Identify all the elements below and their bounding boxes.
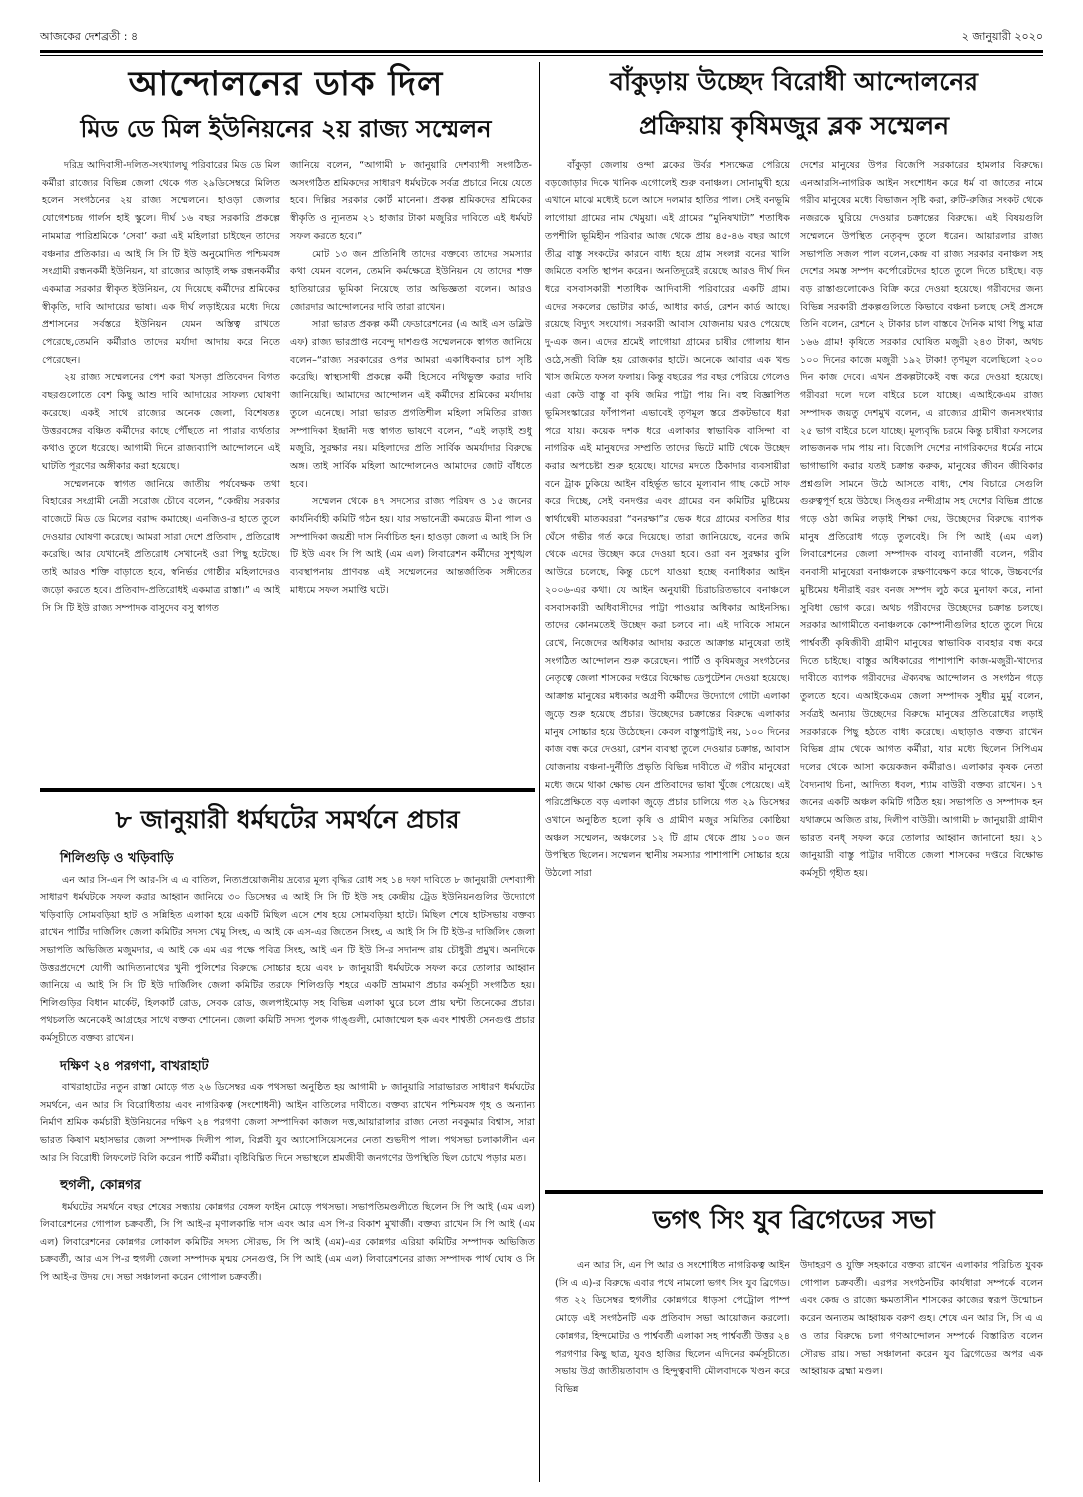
article-bankura [545, 62, 1043, 146]
section-separator [40, 788, 535, 792]
article-bhagat-column-2 [800, 1257, 1043, 1381]
section-separator [545, 1190, 1043, 1194]
paragraph: ধর্মঘটের সমর্থনে বছর শেষের সন্ধ্যায় কোন্নগর বেঙ্গল ফাইন মোড়ে পথসভা। সভাপতিমণ্ডলীতে ছিলেন সি পি আই (এম এল) লিবারেশনের গোপাল চক্রবর্তী, সি পি আই-র মৃণালকান্তি দাস এবং আর এস পি-র বিকাশ মুখার্জী। বক্তব্য রাখেন সি পি আই (এম এল) লিবারেশনের কোন্নগর লোকাল কমিটির সদস্য সৌরভ, সি পি আই (এম)-এর কোন্নগর এরিয়া কমিটির সম্পাদক অভিজিত চক্রবর্তী, আর এস পি-র হুগলী জেলা সম্পাদক মৃন্ময় সেনগুপ্ত, সি পি আই (এম এল) লিবারেশনের রাজ্য সম্পাদক পার্থ ঘোষ ও সি পি আই-র উদয় দে। সভা সঞ্চালনা করেন গোপাল চক্রবর্তী। [40, 1201, 535, 1284]
section-title: শিলিগুড়ি ও খড়িবাড়ি [60, 851, 174, 866]
paragraph: ২য় রাজ্য সম্মেলনের পেশ করা খসড়া প্রতিবেদন বিগত বছরগুলোতে বেশ কিছু আশু দাবি আদায়ের সাফল্য ঘোষণা করেছে। একই সাথে রাজ্যের অনেক জেলা, বিশেষতঃ উত্তরবঙ্গের বঞ্চিত কর্মীদের কাছে পৌঁছতে না পারার ব্যর্থতার কথাও তুলে ধরেছে। আগামী দিনে রাজ্যব্যাপি আন্দোলনে এই ঘাটতি পূরণের অঙ্গীকার করা হয়েছে। [42, 372, 280, 472]
column-divider [539, 62, 540, 1482]
article-bankura-column-2 [800, 157, 1043, 1177]
paragraph: সম্মেলনকে স্বাগত জানিয়ে জাতীয় পর্যবেক্ষক তথা বিহারের সংগ্রামী নেত্রী সরোজ চৌবে বলেন, “কেন্দ্রীয় সরকার বাজেটে মিড ডে মিলের বরাদ্দ কমাচ্ছে। এনজিও-র হাতে তুলে দেওয়ার ঘোষণা করেছে। আমরা সারা দেশে প্রতিবাদ , প্রতিরোধ করেছি। আর যেখানেই প্রতিরোধ সেখানেই ওরা পিছু হটেছে। তাই আরও শক্তি বাড়াতে হবে, স্বনির্ভর গোষ্ঠীর মহিলাদেরও জড়ো করতে হবে। প্রতিবাদ-প্রতিরোধই একমাত্র রাস্তা।” এ আই সি সি টি ইউ রাজ্য সম্পাদক বাসুদেব বসু স্বাগত [42, 478, 280, 614]
subheadline: মিড ডে মিল ইউনিয়নের ২য় রাজ্য সম্মেলন [80, 115, 492, 143]
publication-page-label: আজকের দেশব্রতী : ৪ [40, 30, 139, 43]
masthead-rule [40, 50, 1043, 53]
paragraph: সম্মেলন থেকে ৪৭ সদস্যের রাজ্য পরিষদ ও ১৫ জনের কার্যনির্বাহী কমিটি গঠন হয়। যার সভানেত্রী কমরেড মীনা পাল ও সম্পাদিকা জয়শ্রী দাস নির্বাচিত হন। হাওড়া জেলা এ আই সি সি টি ইউ এবং সি পি আই (এম এল) লিবারেশন কর্মীদের সুশৃঙ্খল ব্যবস্থাপনায় প্রাণবন্ত এই সম্মেলনের আন্তর্জাতিক সঙ্গীতের মাধ্যমে সফল সমাপ্তি ঘটে। [290, 496, 532, 596]
headline-line-1: বাঁকুড়ায় উচ্ছেদ বিরোধী আন্দোলনের [609, 67, 979, 96]
masthead-rule-thin [40, 55, 1043, 56]
headline-line-2: প্রক্রিয়ায় কৃষিমজুর ব্লক সম্মেলন [638, 111, 950, 140]
strike-section-siliguri [40, 850, 535, 1048]
section-title: হুগলী, কোন্নগর [60, 1178, 141, 1194]
paragraph: বাখরাহাটের নতুন রাস্তা মোড়ে গত ২৬ ডিসেম্বর এক পথসভা অনুষ্ঠিত হয় আগামী ৮ জানুয়ারি সারাভারত সাধারণ ধর্মঘটের সমর্থনে, এন আর সি বিরোধিতায় এবং নাগরিকত্ব (সংশোধনী) আইন বাতিলের দাবীতে। বক্তব্য রাখেন পশ্চিমবঙ্গ গৃহ ও অন্যান্য নির্মাণ শ্রমিক কর্মচারী ইউনিয়নের দক্ষিণ ২৪ পরগণা জেলা সম্পাদিকা কাজল দত্ত,আয়ারালার রাজ্য নেতা নবকুমার বিশ্বাস, সারা ভারত কিষাণ মহাসভার জেলা সম্পাদক দিলীপ পাল, বিপ্লবী যুব অ্যাসোসিয়েসনের নেতা শুভদীপ পাল। পথসভা চলাকালীন এন আর সি বিরোধী লিফলেট বিলি করেন পার্টি কর্মীরা। বৃষ্টিবিঘ্নিত দিনে সভাস্থলে শ্রমজীবী জনগণের উপস্থিতি ছিল চোখে পড়ার মত। [40, 1082, 535, 1164]
paragraph: এন আর সি-এন পি আর-সি এ এ বাতিল, নিত্যপ্রয়োজনীয় দ্রব্যের মূল্য বৃদ্ধির রোধ সহ ১৪ দফা দাবিতে ৮ জানুয়ারী দেশব্যাপী সাধারণ ধর্মঘটকে সফল করার আহ্বান জানিয়ে ৩০ ডিসেম্বর এ আই সি সি টি ইউ সহ কেন্দ্রীয় ট্রেড ইউনিয়নগুলির উদ্যোগে খড়িবাড়ি সোমবড়িয়া হাট ও সন্নিহিত এলাকা হয়ে একটি মিছিল এসে শেষ হয়ে সোমবড়িয়া হাটে। মিছিল শেষে হাটসভায় বক্তব্য রাখেন পার্টির দার্জিলিং জেলা কমিটির সদস্য খেমু সিংহ, এ আই কে এস-এর জিতেন সিংহ, এ আই সি সি টি ইউ-র দার্জিলিং জেলা সভাপতি অভিজিত মজুমদার, এ আই কে এম এর পক্ষে পবিত্র সিংহ, আই এন টি ইউ সি-র সদানন্দ রায় চৌধুরী প্রমুখ। অনদিকে উত্তরপ্রদেশে যোগী আদিত্যনাথের খুনী পুলিশের বিরুদ্ধে সোচ্চার হয়ে এবং ৮ জানুয়ারী ধর্মঘটকে সফল করে তোলার আহ্বান জানিয়ে এ আই সি সি টি ইউ দার্জিলিং জেলা কমিটির তরফে শিলিগুড়ি শহরে একটি ভ্রামমাণ প্রচার কর্মসূচী সংগঠিত হয়। শিলিগুড়ির বিধান মার্কেট, হিলকার্ট রোড, সেবক রোড, জলপাইমোড় সহ বিভিন্ন এলাকা ঘুরে চলে প্রায় ঘন্টা তিনেকের প্রচার। পথচলতি অনেকেই আগ্রহের সাথে বক্তব্য শোনেন। জেলা কমিটি সদস্য পুলক গাঙ্গুলী, মোজাম্মেল হক এবং শাশ্বতী সেনগুপ্ত প্রচার কর্মসূচীতে বক্তব্য রাখেন। [40, 874, 535, 1044]
headline: ভগৎ সিং যুব ব্রিগেডের সভা [653, 1205, 935, 1234]
headline: আন্দোলনের ডাক দিল [128, 64, 444, 104]
article-midday-column-1 [42, 157, 280, 617]
article-bhagat-column-1 [555, 1257, 790, 1399]
strike-section-konnagar [40, 1177, 535, 1287]
section-title: দক্ষিণ ২৪ পরগণা, বাখরাহাট [60, 1058, 209, 1074]
paragraph: এন আর সি, এন পি আর ও সংশোধিত নাগরিকত্ব আইন (সি এ এ)-র বিরুদ্ধে এবার পথে নামলো ভগৎ সিং যুব ব্রিগেড। গত ২২ ডিসেম্বর হুগলীর কোন্নগরে ধাড়সা পেট্রোল পাম্প মোড়ে এই সংগঠনটি এক প্রতিবাদ সভা আয়োজন করলো। কোন্নগর, হিন্দমোটর ও পার্শ্ববর্তী এলাকা সহ পার্শ্ববর্তী উত্তর ২৪ পরগণার কিছু ছাত্র, যুবও হাজির ছিলেন এদিনের কর্মসূচীতে। সভায় উগ্র জাতীয়তাবাদ ও হিন্দুত্ববাদী মৌলবাদকে খণ্ডন করে বিভিন্ন [555, 1260, 790, 1395]
strike-section-bakhrahat [40, 1058, 535, 1168]
article-midday-column-2 [290, 157, 532, 600]
article-bankura-column-1 [545, 157, 790, 1177]
article-midday-meal [40, 62, 532, 148]
paragraph: মোট ১৩ জন প্রতিনিধি তাদের বক্তব্যে তাদের সমস্যার কথা যেমন বলেন, তেমনি কর্মক্ষেত্রে ইউনিয়ন যে তাদের শক্ত হাতিয়ারের ভূমিকা নিয়েছে তার অভিজ্ঞতা বলেন। আরও জোরদার আন্দোলনের দাবি তারা রাখেন। [290, 248, 532, 313]
paragraph: দেশের মানুষের উপর বিজেপি সরকারের হামলার বিরুদ্ধে। এনআরসি-নাগরিক আইন সংশোধন করে ধর্ম বা জাতের নামে গরীব মানুষের মধ্যে বিভাজন সৃষ্টি করা, রুটি-রুজির সংকট থেকে নজরকে ঘুরিয়ে দেওয়ার চক্রান্তের বিরুদ্ধে। এই বিষয়গুলি সম্মেলনে উপস্থিত নেতৃবৃন্দ তুলে ধরেন। আয়ারলার রাজ্য সভাপতি সজল পাল বলেন,কেন্দ্র বা রাজ্য সরকার বনাঞ্চল সহ দেশের সমস্ত সম্পদ কর্পোরেটদের হাতে তুলে দিতে চাইছে। বড় বড় রাস্তাগুলোকেও বিক্রি করে দেওয়া হয়েছে। গরীবদের জন্য বিভিন্ন সরকারী প্রকল্পগুলিতে কিভাবে বঞ্চনা চলছে সেই প্রসঙ্গে তিনি বলেন, রেশনে ২ টাকার চাল বাস্তবে দৈনিক মাথা পিছু মাত্র ১৬৬ গ্রাম! কৃষিতে সরকার ঘোষিত মজুরী ২৪৩ টাকা, অথচ ১০০ দিনের কাজে মজুরী ১৯২ টাকা! তৃণমূল বলেছিলো ২০০ দিন কাজ দেবে। এখন প্রকল্পটাকেই বন্ধ করে দেওয়া হয়েছে। গরীবরা দলে দলে বাইরে চলে যাচ্ছে। এআইকেএম রাজ্য সম্পাদক জয়তু দেশমুখ বলেন, এ রাজ্যের গ্রামীণ জনসংখ্যার ২৫ ভাগ বাইরে চলে যাচ্ছে। মূল্যবৃদ্ধি চরমে কিন্তু চাষীরা ফসলের লাভজনক দাম পায় না। বিজেপি দেশের নাগরিকদের ধর্মের নামে ভাগাভাগি করার যতই চক্রান্ত করুক, মানুষের জীবন জীবিকার প্রশ্নগুলি সামনে উঠে আসতে বাধ্য, শেষ বিচারে সেগুলি গুরুত্বপূর্ণ হয়ে উঠছে। সিঙ্গুর নন্দীগ্রাম সহ দেশের বিভিন্ন প্রান্তে গড়ে ওঠা জমির লড়াই শিক্ষা দেয়, উচ্ছেদের বিরুদ্ধে ব্যাপক মানুষ প্রতিরোধ গড়ে তুলবেই। সি পি আই (এম এল) লিবারেশনের জেলা সম্পাদক বাবলু ব্যানার্জী বলেন, গরীব বনবাসী মানুষেরা বনাঞ্চলকে রক্ষণাবেক্ষণ করে থাকে, উচ্চবর্ণের মুষ্টিমেয় ধনীরাই বরং বনজ সম্পদ লুঠ করে মুনাফা করে, নানা সুবিধা ভোগ করে। অথচ গরীবদের উচ্ছেদের চক্রান্ত চলছে। সরকার আগামীতে বনাঞ্চলকে কোম্পানীগুলির হাতে তুলে দিয়ে পার্শ্ববর্তী কৃষিজীবী গ্রামীণ মানুষের স্বাভাবিক ব্যবহার বন্ধ করে দিতে চাইছে। বাস্তুর অধিকারের পাশাপাশি কাজ-মজুরী-খাদ্যের দাবীতে ব্যাপক গরীবদের ঐক্যবদ্ধ আন্দোলন ও সংগঠন গড়ে তুলতে হবে। এআইকেএম জেলা সম্পাদক সুধীর মুর্মু বলেন, সর্বত্রই অন্যায় উচ্ছেদের বিরুদ্ধে মানুষের প্রতিরোধের লড়াই সরকারকে পিছু হঠতে বাধ্য করেছে। এছাড়াও বক্তব্য রাখেন বিভিন্ন গ্রাম থেকে আগত কর্মীরা, যার মধ্যে ছিলেন সিপিএম দলের থেকে আসা কয়েকজন কর্মীরাও। এলাকার কৃষক নেতা বৈদ্যনাথ চিনা, আদিত্য ধবল, শ্যাম বাউরী বক্তব্য রাখেন। ১৭ জনের একটি অঞ্চল কমিটি গঠিত হয়। সভাপতি ও সম্পাদক হন যথাক্রমে অজিত রায়, দিলীপ বাউরী। আগামী ৮ জানুয়ারী গ্রামীণ ভারত বনধ্ সফল করে তোলার আহ্বান জানানো হয়। ২১ জানুয়ারী বাস্তু পাট্টার দাবীতে জেলা শাসকের দপ্তরে বিক্ষোভ কর্মসূচী গৃহীত হয়। [800, 160, 1043, 880]
article-strike-campaign [40, 800, 535, 1287]
paragraph: বাঁকুড়া জেলায় ওন্দা ব্লকের উর্বর শস্যক্ষেত্র পেরিয়ে বড়জোড়ার দিকে খানিক এগোলেই শুরু বনাঞ্চল। সোনামুখী হয়ে এখানে মাঝে মধ্যেই চলে আসে দলমার হাতির পাল। সেই বনভূমি লাগোয়া গ্রামের নাম খেমুয়া। এই গ্রামের “মুনিষখাটা” শতাধিক তপশীলি ভূমিহীন পরিবার আজ থেকে প্রায় ৪৫-৪৬ বছর আগে তীব্র বাস্তু সংকটের কারনে বাধ্য হয়ে গ্রাম সংলগ্ন বনের খালি জমিতে বসতি স্থাপন করেন। অনতিদূরেই রয়েছে আরও দীর্ঘ দিন ধরে বসবাসকারী শতাধিক আদিবাসী পরিবারের একটি গ্রাম। এদের সকলের ভোটার কার্ড, আধার কার্ড, রেশন কার্ড আছে। রয়েছে বিদ্যুৎ সংযোগ। সরকারী আবাস যোজনায় ঘরও পেয়েছে দু-এক জন। এদের শ্রমেই লাগোয়া গ্রামের চাষীর গোলায় ধান ওঠে,সব্জী বিক্রি হয় রোজকার হাটে। অনেকে আবার এক খন্ড খাস জমিতে ফসল ফলায়। কিন্তু বছরের পর বছর পেরিয়ে গেলেও এরা কেউ বাস্তু বা কৃষি জমির পাট্টা পায় নি। বহু বিজ্ঞাপিত ভূমিসংস্কারের ফাঁপাপনা এভাবেই তৃণমূল স্তরে প্রকটভাবে ধরা পরে যায়। কয়েক দশক ধরে এলাকার স্বাভাবিক বাসিন্দা বা নাগরিক এই মানুষদের সম্প্রতি তাদের ভিটে মাটি থেকে উচ্ছেদ করার অপচেষ্টা শুরু হয়েছে। যাদের মদতে ঠিকাদার ব্যবসায়ীরা বনে ট্রাক ঢুকিয়ে আইন বহির্ভূত ভাবে মূল্যবান গাছ কেটে সাফ করে দিচ্ছে, সেই বনদপ্তর এবং গ্রামের বন কমিটির মুষ্টিমেয় স্বার্থান্বেষী মাতব্বররা “বনরক্ষা”র ভেক ধরে গ্রামের বসতির ধার ঘেঁসে গভীর গর্ত করে দিয়েছে। তারা জানিয়েছে, বনের জমি থেকে এদের উচ্ছেদ করে দেওয়া হবে। ওরা বন সুরক্ষার বুলি আউরে চলেছে, কিন্তু চেপে যাওয়া হচ্ছে বনাধিকার আইন ২০০৬-এর কথা। যে আইন অনুযায়ী চিরাচরিতভাবে বনাঞ্চলে বসবাসকারী অধিবাসীদের পাট্টা পাওয়ার অধিকার আইনসিদ্ধ। তাদের কোনমতেই উচ্ছেদ করা চলবে না। এই দাবিকে সামনে রেখে, নিজেদের অধিকার আদায় করতে আক্রান্ত মানুষেরা তাই সংগঠিত আন্দোলন শুরু করেছেন। পার্টি ও কৃষিমজুর সংগঠনের নেতৃত্বে জেলা শাসকের দপ্তরে বিক্ষোভ ডেপুটেশন দেওয়া হয়েছে। আক্রান্ত মানুষের মধ্যকার অগ্রণী কর্মীদের উদ্যোগে গোটা এলাকা জুড়ে শুরু হয়েছে প্রচার। উচ্ছেদের চক্রান্তের বিরুদ্ধে এলাকার মানুষ সোচ্চার হয়ে উঠেছেন। কেবল বাস্তুপাট্টাই নয়, ১০০ দিনের কাজ বন্ধ করে দেওয়া, রেশন ব্যবস্থা তুলে দেওয়ার চক্রান্ত, আবাস যোজনায় বঞ্চনা-দুর্নীতি প্রভৃতি বিভিন্ন দাবীতে ঐ গরীব মানুষেরা মধ্যে জমে থাকা ক্ষোভ যেন প্রতিবাদের ভাষা খুঁজে পেয়েছে। এই পরিপ্রেক্ষিতে বড় এলাকা জুড়ে প্রচার চালিয়ে গত ২৯ ডিসেম্বর ওখানে অনুষ্ঠিত হলো কৃষি ও গ্রামীণ মজুর সমিতির কোষ্ঠিয়া অঞ্চল সম্মেলন, অঞ্চলের ১২ টি গ্রাম থেকে প্রায় ১০০ জন উপস্থিত ছিলেন। সম্মেলন স্থানীয় সমস্যার পাশাপাশি সোচ্চার হয়ে উঠলো সারা [545, 160, 790, 880]
issue-date: ২ জানুয়ারী ২০২০ [961, 30, 1043, 43]
paragraph: উদাহরণ ও যুক্তি সহকারে বক্তব্য রাখেন এলাকার পরিচিত যুবক গোপাল চক্রবর্তী। এরপর সংগঠনটির কার্যধারা সম্পর্কে বলেন এবং কেন্দ্র ও রাজ্যে ক্ষমতাসীন শাসকের কাজের স্বরূপ উন্মোচন করেন অন্যতম আহ্বায়ক বরুণ গুহ। শেষে এন আর সি, সি এ এ ও তার বিরুদ্ধে চলা গণআন্দোলন সম্পর্কে বিস্তারিত বলেন সৌরভ রায়। সভা সঞ্চালনা করেন যুব ব্রিগেডের অপর এক আহ্বায়ক ব্রহ্মা মণ্ডল। [800, 1260, 1043, 1378]
paragraph: জানিয়ে বলেন, “আগামী ৮ জানুয়ারি দেশব্যাপী সংগঠিত-অসংগঠিত শ্রমিকদের সাধারণ ধর্মঘটকে সর্বত্র প্রচারে নিয়ে যেতে হবে। দিল্লির সরকার কোর্ট মানেনা। প্রকল্প শ্রমিকদের শ্রমিকের স্বীকৃতি ও ন্যূনতম ২১ হাজার টাকা মজুরির দাবিতে এই ধর্মঘট সফল করতে হবে।” [290, 160, 532, 242]
paragraph: সারা ভারত প্রকল্প কর্মী ফেডারেশনের (এ আই এস ডব্লিউ এফ) রাজ্য ভারপ্রাপ্ত নবেন্দু দাশগুপ্ত সম্মেলনকে স্বাগত জানিয়ে বলেন–“রাজ্য সরকারের ওপর আমরা একাধিকবার চাপ সৃষ্টি করেছি। স্বাস্থ্যসাথী প্রকল্পে কর্মী হিসেবে নথিভুক্ত করার দাবি জানিয়েছি। আমাদের আন্দোলন এই কর্মীদের শ্রমিকের মর্যাদায় তুলে এনেছে। সারা ভারত প্রগতিশীল মহিলা সমিতির রাজ্য সম্পাদিকা ইন্দ্রানী দত্ত স্বাগত ভাষণে বলেন, “এই লড়াই শুধু মজুরি, সুরক্ষার নয়। মহিলাদের প্রতি সার্বিক অমর্যাদার বিরুদ্ধে অঙ্গ। তাই সার্বিক মহিলা আন্দোলনেও আমাদের জোট বাঁধতে হবে। [290, 319, 532, 490]
article-bhagat-singh [545, 1200, 1043, 1240]
paragraph: দরিদ্র আদিবাসী-দলিত-সংখ্যালঘু পরিবারের মিড ডে মিল কর্মীরা রাজ্যের বিভিন্ন জেলা থেকে গত ২৯ডিসেম্বরে মিলিত হলেন সংগঠনের ২য় রাজ্য সম্মেলনে। হাওড়া জেলার যোগেশচন্দ্র গার্লস হাই স্কুলে। দীর্ঘ ১৬ বছর সরকারি প্রকল্পে নামমাত্র পারিশ্রমিকে ‘সেবা’ করা এই মহিলারা চাইছেন তাদের বঞ্চনার প্রতিকার। এ আই সি সি টি ইউ অনুমোদিত পশ্চিমবঙ্গ সংগ্রামী রন্ধনকর্মী ইউনিয়ন, যা রাজ্যের আড়াই লক্ষ রন্ধনকর্মীর একমাত্র সরকার স্বীকৃত ইউনিয়ন, যে দিয়েছে কর্মীদের শ্রমিকের স্বীকৃতি, দাবি আদায়ের ভাষা। এক দীর্ঘ লড়াইয়ের মধ্যে দিয়ে প্রশাসনের সর্বস্তরে ইউনিয়ন যেমন অস্তিত্ব রাখতে পেরেছে,তেমনি কর্মীরাও তাদের মর্যাদা আদায় করে নিতে পেরেছেন। [42, 160, 280, 366]
headline: ৮ জানুয়ারী ধর্মঘটের সমর্থনে প্রচার [115, 805, 460, 834]
